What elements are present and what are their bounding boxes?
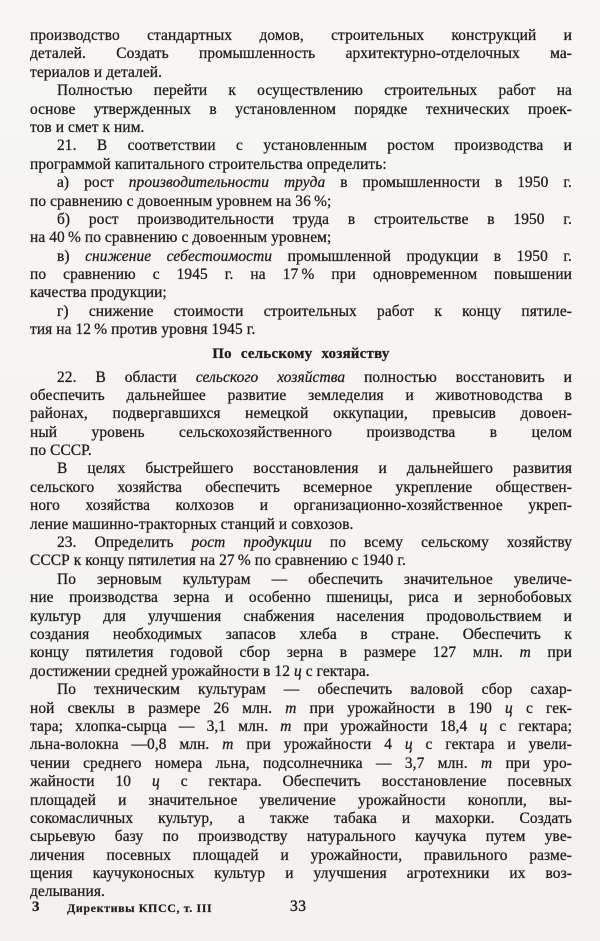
text-segment: льна-волокна —0,8 млн.: [30, 736, 223, 754]
text-line: [30, 644, 572, 662]
text-segment: а) рост: [57, 174, 129, 192]
text-segment: сельского хозяйства обеспечить всемерное укрепление обществен-: [30, 478, 572, 496]
text-segment: По сельскому хозяйству: [212, 345, 390, 362]
text-line: [30, 137, 572, 155]
text-segment: т: [222, 736, 234, 754]
text-line: [30, 516, 572, 534]
text-segment: концу пятилетия годовой сбор зерна в размере 127 млн.: [30, 644, 520, 662]
text-line: [30, 405, 572, 423]
text-line: [30, 589, 572, 607]
text-segment: сырьевую базу по производству натурального каучука путем уве-: [30, 828, 572, 846]
text-line: [30, 700, 572, 718]
text-segment: 21. В соответствии с установленным ростом производства и: [57, 137, 572, 155]
text-line: [30, 608, 572, 626]
text-line: [30, 119, 572, 137]
text-segment: при уро-: [492, 754, 572, 772]
text-segment: сельского хозяйства: [195, 368, 346, 386]
text-line: [30, 424, 572, 442]
text-segment: ц: [152, 773, 160, 791]
text-line: [30, 828, 572, 846]
text-line: [30, 321, 572, 339]
text-segment: при: [530, 644, 572, 662]
text-line: [30, 45, 572, 63]
text-line: [30, 193, 572, 211]
text-segment: ц: [404, 736, 413, 754]
text-segment: по сравнению с довоенным уровнем на 36 %;: [30, 192, 332, 210]
text-line: [30, 663, 572, 681]
text-segment: 22. В области: [57, 368, 196, 386]
text-segment: при урожайности 18,4: [291, 717, 480, 735]
text-line: [30, 497, 572, 515]
text-segment: основе утвержденных в установленном порядке технических проек-: [30, 100, 572, 118]
text-line: [30, 248, 572, 266]
text-line: [30, 755, 572, 773]
text-segment: СССР к концу пятилетия на 27 % по сравнению с 1940 г.: [30, 552, 406, 570]
text-line: [30, 101, 572, 119]
text-segment: при урожайности 4: [233, 736, 405, 754]
text-segment: полностью восстановить и: [345, 368, 572, 386]
text-segment: районах, подвергавшихся немецкой оккупации, превысив довоен-: [30, 405, 572, 423]
text-line: [30, 156, 572, 174]
text-segment: достижении средней урожайности в 12: [30, 662, 294, 680]
text-segment: с гектара;: [487, 717, 572, 735]
text-line: [30, 736, 572, 754]
text-segment: по сравнению с 1945 г. на 17 % при одновременном повышении: [30, 266, 572, 284]
text-line: [30, 27, 572, 45]
text-segment: ц: [293, 662, 302, 680]
text-line: [30, 773, 572, 791]
text-segment: т: [481, 754, 493, 772]
text-segment: с гектара.: [301, 662, 370, 680]
text-segment: создания необходимых запасов хлеба в стране. Обеспечить к: [30, 626, 572, 643]
text-segment: тия на 12 % против уровня 1945 г.: [30, 321, 256, 339]
text-segment: По зерновым культурам — обеспечить значительное увеличе-: [57, 570, 572, 588]
text-line: [30, 229, 572, 247]
text-segment: сокомасличных культур, а также табака и махорки. Создать: [30, 809, 572, 827]
book-title: Директивы КПСС, т. III: [67, 901, 213, 915]
text-segment: культур для улучшения снабжения населения продовольствием и: [30, 607, 572, 625]
text-segment: площадей и значительное увеличение урожайности конопли, вы-: [30, 791, 572, 809]
text-segment: личения посевных площадей и урожайности, правильного разме-: [30, 846, 572, 864]
text-line: [30, 369, 572, 387]
text-segment: б) рост производительности труда в строительстве в 1950 г.: [57, 210, 572, 228]
text-segment: ние производства зерна и особенно пшеницы, риса и зернобобовых: [30, 589, 572, 607]
text-segment: т: [519, 644, 531, 662]
text-segment: тов и смет к ним.: [30, 118, 145, 136]
text-line: [30, 810, 572, 828]
text-segment: т: [285, 699, 297, 717]
page-text-block: [30, 27, 572, 902]
text-segment: В целях быстрейшего восстановления и дальнейшего развития: [57, 460, 572, 478]
text-segment: снижение себестоимости: [85, 247, 273, 265]
text-line: [30, 534, 572, 552]
text-segment: териалов и деталей.: [30, 63, 163, 81]
text-segment: ного хозяйства колхозов и организационно-хозяйственное укреп-: [30, 497, 572, 515]
text-line: [30, 626, 572, 644]
text-segment: качества продукции;: [30, 284, 167, 302]
text-segment: промышленной продукции в 1950 г.: [272, 247, 572, 265]
signature-number: 3: [32, 899, 40, 915]
text-segment: ный уровень сельскохозяйственного производства в целом: [30, 423, 572, 441]
text-segment: По техническим культурам — обеспечить валовой сбор сахар-: [57, 681, 572, 699]
text-line: [30, 387, 572, 405]
text-segment: производительности труда: [128, 174, 326, 192]
text-segment: ц: [505, 699, 513, 717]
text-segment: с гек-: [512, 699, 572, 717]
text-segment: г) снижение стоимости строительных работ к концу пятиле-: [57, 302, 572, 320]
text-line: [30, 303, 572, 321]
text-line: [30, 460, 572, 478]
text-line: [30, 442, 572, 460]
text-segment: обеспечить дальнейшее развитие земледелия и животноводства в: [30, 386, 572, 404]
text-segment: чении среднего номера льна, подсолнечника — 3,7 млн.: [30, 754, 481, 772]
text-line: [30, 571, 572, 589]
section-heading: [30, 345, 572, 363]
text-segment: ц: [479, 717, 488, 735]
text-line: [30, 266, 572, 284]
text-line: [30, 284, 572, 302]
text-line: [30, 847, 572, 865]
text-line: [30, 681, 572, 699]
text-segment: Полностью перейти к осуществлению строительных работ на: [57, 82, 572, 100]
text-line: [30, 82, 572, 100]
text-segment: производство стандартных домов, строительных конструкций и: [30, 27, 572, 44]
text-line: [30, 552, 572, 570]
text-segment: с гектара. Обеспечить восстановление посевных: [159, 773, 572, 791]
text-segment: тара; хлопка-сырца — 3,1 млн.: [30, 717, 281, 735]
text-segment: по всему сельскому хозяйству: [311, 534, 572, 552]
page-number: 33: [290, 898, 307, 915]
text-segment: программой капитального строительства определить:: [30, 155, 387, 173]
text-line: [30, 64, 572, 82]
text-line: [30, 792, 572, 810]
text-segment: в): [57, 247, 86, 265]
text-line: [30, 865, 572, 883]
text-segment: ление машинно-тракторных станций и совхозов.: [30, 515, 354, 533]
text-segment: т: [280, 717, 292, 735]
text-segment: при урожайности в 190: [296, 699, 506, 717]
text-line: [30, 479, 572, 497]
page-footer: [30, 898, 572, 918]
text-segment: по СССР.: [30, 442, 92, 460]
text-segment: жайности 10: [30, 773, 153, 791]
text-line: [30, 211, 572, 229]
text-segment: на 40 % по сравнению с довоенным уровнем;: [30, 229, 332, 247]
text-line: [30, 174, 572, 192]
text-segment: щения каучуконосных культур и улучшения агротехники их воз-: [30, 865, 572, 883]
text-segment: 23. Определить: [57, 534, 192, 552]
text-segment: в промышленности в 1950 г.: [325, 174, 572, 192]
text-segment: рост продукции: [191, 534, 312, 552]
text-segment: деталей. Создать промышленность архитектурно-отделочных ма-: [30, 45, 572, 63]
text-segment: с гектара и увели-: [412, 736, 572, 754]
text-segment: ной свеклы в размере 26 млн.: [30, 699, 286, 717]
text-line: [30, 718, 572, 736]
text-segment: делывания.: [30, 883, 105, 901]
